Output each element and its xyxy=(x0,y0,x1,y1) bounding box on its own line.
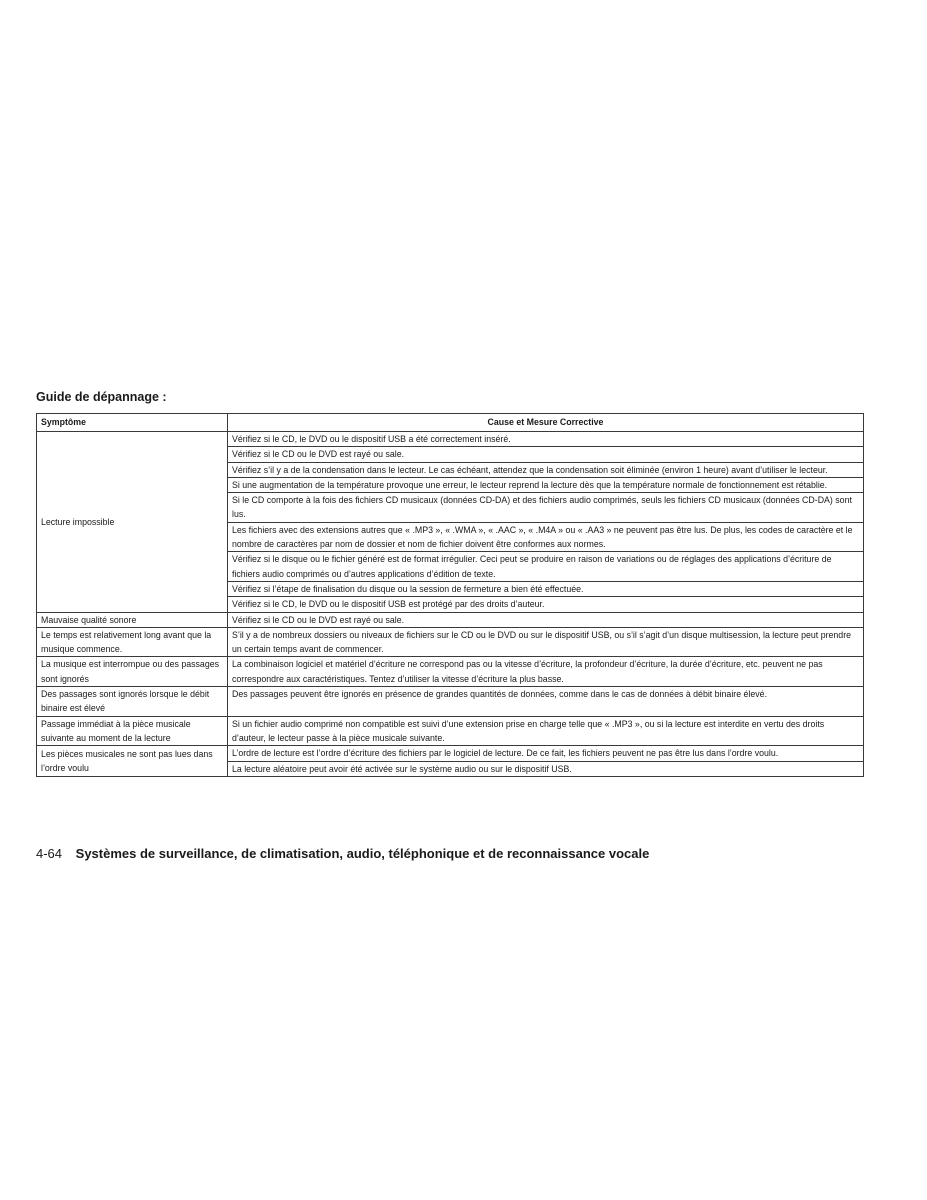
cause-cell: Les fichiers avec des extensions autres que « .MP3 », « .WMA », « .AAC », « .M4A » ou « .AA3 » ne peuvent pas être lus. De plus, les codes de caractère et le nombre de caractères par nom de dossier et nom de fichier doivent être conformes aux normes. xyxy=(228,522,864,552)
header-cause: Cause et Mesure Corrective xyxy=(228,414,864,432)
cause-cell: Si le CD comporte à la fois des fichiers CD musicaux (données CD-DA) et des fichiers audio comprimés, seuls les fichiers CD musicaux (données CD-DA) sont lus. xyxy=(228,493,864,523)
symptom-cell: La musique est interrompue ou des passages sont ignorés xyxy=(37,657,228,687)
table-row xyxy=(37,627,864,657)
cause-cell: Vérifiez si l’étape de finalisation du disque ou la session de fermeture a bien été effectuée. xyxy=(228,581,864,596)
cause-cell: La combinaison logiciel et matériel d’écriture ne correspond pas ou la vitesse d’écriture, la profondeur d’écriture, la durée d’écriture, etc. peuvent ne pas correspondre aux caractéristiques. Tentez d’utiliser la vitesse d’écriture la plus basse. xyxy=(228,657,864,687)
table-row xyxy=(37,687,864,717)
symptom-cell: Le temps est relativement long avant que la musique commence. xyxy=(37,627,228,657)
troubleshooting-table xyxy=(36,413,864,777)
table-row xyxy=(37,746,864,761)
symptom-cell: Les pièces musicales ne sont pas lues dans l’ordre voulu xyxy=(37,746,228,777)
cause-cell: Si un fichier audio comprimé non compatible est suivi d’une extension prise en charge telle que « .MP3 », ou si la lecture est interdite en vertu des droits d’auteur, le lecteur passe à la pièce musicale suivante. xyxy=(228,716,864,746)
symptom-cell: Des passages sont ignorés lorsque le débit binaire est élevé xyxy=(37,687,228,717)
cause-cell: Vérifiez si le CD ou le DVD est rayé ou sale. xyxy=(228,612,864,627)
cause-cell: Vérifiez si le disque ou le fichier généré est de format irrégulier. Ceci peut se produire en raison de variations ou de réglages des applications d’écriture de fichiers audio comprimés ou d’autres applications d’édition de texte. xyxy=(228,552,864,582)
cause-cell: Des passages peuvent être ignorés en présence de grandes quantités de données, comme dans le cas de données à débit binaire élevé. xyxy=(228,687,864,717)
cause-cell: Vérifiez si le CD, le DVD ou le dispositif USB a été correctement inséré. xyxy=(228,432,864,447)
header-symptom: Symptôme xyxy=(37,414,228,432)
table-row xyxy=(37,716,864,746)
table-row xyxy=(37,657,864,687)
page-title: Guide de dépannage : xyxy=(36,390,167,404)
cause-cell: Vérifiez s’il y a de la condensation dans le lecteur. Le cas échéant, attendez que la condensation soit éliminée (environ 1 heure) avant d’utiliser le lecteur. xyxy=(228,462,864,477)
cause-cell: S’il y a de nombreux dossiers ou niveaux de fichiers sur le CD ou le DVD ou sur le dispositif USB, ou s’il s’agit d’un disque multisession, la lecture peut prendre un certain temps avant de commencer. xyxy=(228,627,864,657)
cause-cell: Vérifiez si le CD ou le DVD est rayé ou sale. xyxy=(228,447,864,462)
cause-cell: L’ordre de lecture est l’ordre d’écriture des fichiers par le logiciel de lecture. De ce fait, les fichiers peuvent ne pas être lus dans l’ordre voulu. xyxy=(228,746,864,761)
symptom-cell: Lecture impossible xyxy=(37,432,228,613)
table-row xyxy=(37,612,864,627)
section-title: Systèmes de surveillance, de climatisation, audio, téléphonique et de reconnaissance vocale xyxy=(75,846,650,861)
page-number: 4-64 xyxy=(36,846,63,861)
symptom-cell: Mauvaise qualité sonore xyxy=(37,612,228,627)
table-header-row xyxy=(37,414,864,432)
cause-cell: Si une augmentation de la température provoque une erreur, le lecteur reprend la lecture dès que la température normale de fonctionnement est rétablie. xyxy=(228,477,864,492)
symptom-cell: Passage immédiat à la pièce musicale suivante au moment de la lecture xyxy=(37,716,228,746)
page-footer xyxy=(36,846,649,861)
cause-cell: La lecture aléatoire peut avoir été activée sur le système audio ou sur le dispositif USB. xyxy=(228,761,864,776)
cause-cell: Vérifiez si le CD, le DVD ou le dispositif USB est protégé par des droits d’auteur. xyxy=(228,597,864,612)
table-row xyxy=(37,432,864,447)
